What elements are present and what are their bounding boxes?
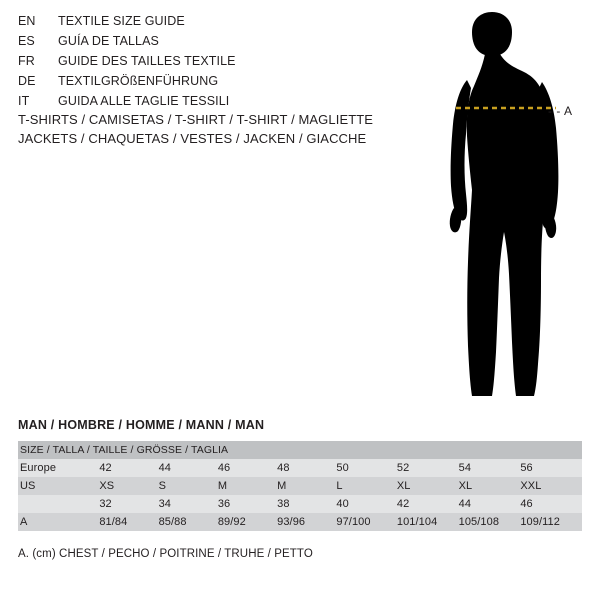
language-row bbox=[18, 14, 398, 34]
cell: 56 bbox=[520, 459, 582, 477]
cell: M bbox=[218, 477, 277, 495]
cell: XL bbox=[397, 477, 459, 495]
measure-letter: A bbox=[564, 104, 573, 118]
cell: 89/92 bbox=[218, 513, 277, 531]
cell: XXL bbox=[520, 477, 582, 495]
cell: 34 bbox=[159, 495, 218, 513]
measure-label-a bbox=[548, 104, 573, 118]
cell: 81/84 bbox=[99, 513, 158, 531]
table-row bbox=[18, 513, 582, 531]
cell: 32 bbox=[99, 495, 158, 513]
language-code: EN bbox=[18, 14, 36, 28]
silhouette-shape bbox=[450, 12, 559, 396]
language-code: DE bbox=[18, 74, 36, 88]
cell: 44 bbox=[459, 495, 521, 513]
cell: L bbox=[336, 477, 397, 495]
language-code: ES bbox=[18, 34, 35, 48]
cell: XL bbox=[459, 477, 521, 495]
row-label: Europe bbox=[18, 459, 99, 477]
category-tshirts: T-SHIRTS / CAMISETAS / T-SHIRT / T-SHIRT / MAGLIETTE bbox=[18, 112, 374, 127]
cell: 36 bbox=[218, 495, 277, 513]
row-label bbox=[18, 495, 99, 513]
table-title: MAN / HOMBRE / HOMME / MANN / MAN bbox=[18, 418, 265, 432]
cell: S bbox=[159, 477, 218, 495]
table-footnote: A. (cm) CHEST / PECHO / POITRINE / TRUHE / PETTO bbox=[18, 548, 313, 560]
language-row bbox=[18, 34, 398, 54]
category-jackets: JACKETS / CHAQUETAS / VESTES / JACKEN / GIACCHE bbox=[18, 131, 367, 146]
language-title: GUIDA ALLE TAGLIE TESSILI bbox=[58, 94, 230, 108]
cell: 101/104 bbox=[397, 513, 459, 531]
cell: XS bbox=[99, 477, 158, 495]
cell: 50 bbox=[336, 459, 397, 477]
cell: 105/108 bbox=[459, 513, 521, 531]
cell: 38 bbox=[277, 495, 336, 513]
language-code: IT bbox=[18, 94, 30, 108]
table-header-label: SIZE / TALLA / TAILLE / GRÖSSE / TAGLIA bbox=[18, 441, 582, 459]
language-title: GUÍA DE TALLAS bbox=[58, 34, 159, 48]
cell: 44 bbox=[159, 459, 218, 477]
cell: 97/100 bbox=[336, 513, 397, 531]
cell: 109/112 bbox=[520, 513, 582, 531]
cell: 42 bbox=[99, 459, 158, 477]
cell: 85/88 bbox=[159, 513, 218, 531]
language-title: GUIDE DES TAILLES TEXTILE bbox=[58, 54, 236, 68]
language-title: TEXTILE SIZE GUIDE bbox=[58, 14, 185, 28]
row-label: A bbox=[18, 513, 99, 531]
cell: 46 bbox=[520, 495, 582, 513]
size-table bbox=[18, 441, 582, 531]
cell: 54 bbox=[459, 459, 521, 477]
cell: 52 bbox=[397, 459, 459, 477]
cell: 93/96 bbox=[277, 513, 336, 531]
table-row bbox=[18, 459, 582, 477]
male-silhouette-figure bbox=[410, 12, 590, 407]
language-title: TEXTILGRÖßENFÜHRUNG bbox=[58, 74, 219, 88]
language-list bbox=[18, 14, 398, 114]
language-row bbox=[18, 54, 398, 74]
table-header-row bbox=[18, 441, 582, 459]
cell: M bbox=[277, 477, 336, 495]
cell: 40 bbox=[336, 495, 397, 513]
cell: 42 bbox=[397, 495, 459, 513]
language-row bbox=[18, 74, 398, 94]
table-row bbox=[18, 477, 582, 495]
cell: 46 bbox=[218, 459, 277, 477]
measure-dash: - - bbox=[548, 104, 561, 118]
cell: 48 bbox=[277, 459, 336, 477]
language-code: FR bbox=[18, 54, 35, 68]
table-row bbox=[18, 495, 582, 513]
row-label: US bbox=[18, 477, 99, 495]
garment-categories bbox=[18, 110, 418, 148]
